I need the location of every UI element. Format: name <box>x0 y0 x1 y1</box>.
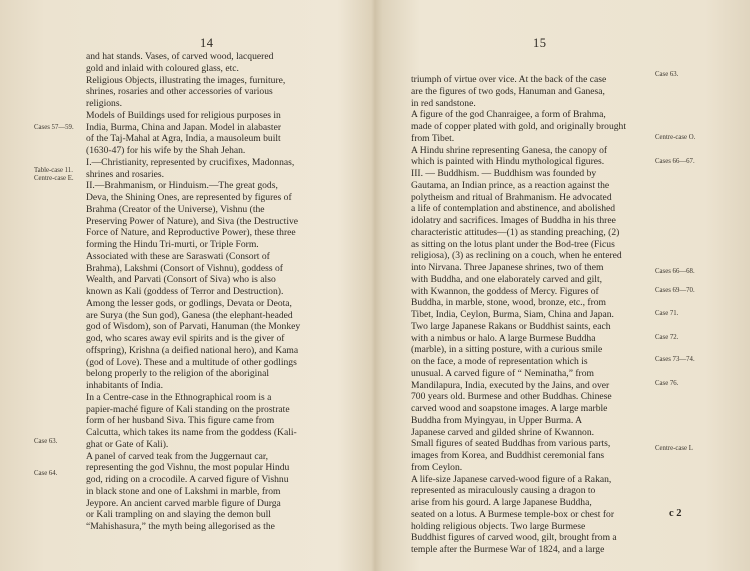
text-line: made of copper plated with gold, and originally brought <box>411 121 627 132</box>
text-line: Two large Japanese Rakans or Buddhist saints, each <box>411 320 611 332</box>
text-line: belong properly to the religion of the aboriginal <box>86 368 270 380</box>
text-line: Brahma), Lakshmi (Consort of Vishnu), goddess of <box>86 262 283 274</box>
text-line: Mandilapura, India, executed by the Jains, and over <box>411 379 610 391</box>
margin-note: Centre-case E. <box>34 175 74 182</box>
text-line: carved wood and soapstone images. A large marble <box>411 403 608 414</box>
text-line: from Ceylon. <box>411 461 463 473</box>
text-line: India, Burma, China and Japan. Model in alabaster <box>86 121 282 133</box>
text-line: (marble), in a sitting posture, with a curious smile <box>411 344 603 356</box>
text-line: characteristic attitudes—(1) as standing preaching, (2) <box>411 226 620 238</box>
left-page <box>0 0 372 571</box>
margin-note: Cases 57—59. <box>34 124 74 131</box>
text-line: Associated with these are Saraswati (Consort of <box>86 250 270 262</box>
margin-note: Case 76. <box>655 380 679 387</box>
text-line: Buddha from Myingyau, in Upper Burma. A <box>411 414 583 426</box>
signature-mark: c 2 <box>669 508 682 519</box>
text-line: III. — Buddhism. — Buddhism was founded by <box>411 168 597 179</box>
text-line: with Kwannon, the goddess of Mercy. Figures of <box>411 285 599 297</box>
text-line: (1630-47) for his wife by the Shah Jehan. <box>86 145 246 156</box>
text-line: Religious Objects, illustrating the images, furniture, <box>86 74 286 86</box>
text-line: A life-size Japanese carved-wood figure of a Rakan, <box>411 473 612 485</box>
text-line: Jeypore. An ancient carved marble figure of Durga <box>86 497 281 509</box>
text-line: polytheism and ritual of Brahmanism. He advocated <box>411 191 612 203</box>
margin-note: Case 64. <box>34 470 58 477</box>
text-line: papier-maché figure of Kali standing on the prostrate <box>86 403 290 415</box>
margin-note: Case 71. <box>655 310 679 317</box>
margin-note: Table-case 11. <box>34 167 73 174</box>
margin-note: Case 72. <box>655 334 679 341</box>
text-line: ghat or Gate of Kali). <box>86 438 169 450</box>
text-line: inhabitants of India. <box>86 380 163 391</box>
text-line: religions. <box>86 98 122 109</box>
text-line: forming the Hindu Tri-murti, or Triple Form. <box>86 239 259 250</box>
text-line: religiosa), (3) as reclining on a couch, when he entered <box>411 250 622 262</box>
text-line: god, riding on a crocodile. A carved figure of Vishnu <box>86 474 289 485</box>
text-line: on the face, a mode of representation which is <box>411 356 588 367</box>
text-line: Tibet, India, Ceylon, Burma, Siam, China and Japan. <box>411 309 614 320</box>
text-line: images from Korea, and Buddhist ceremonial fans <box>411 450 605 461</box>
text-line: In a Centre-case in the Ethnographical room is a <box>86 391 272 403</box>
text-line: or Kali trampling on and slaying the demon bull <box>86 509 271 521</box>
text-line: temple after the Burmese War of 1824, and a large <box>411 544 605 555</box>
margin-note: Case 63. <box>34 438 58 445</box>
text-line: a life of contemplation and abstinence, and abolished <box>411 203 616 215</box>
text-line: Small figures of seated Buddhas from various parts, <box>411 438 611 450</box>
margin-note: Cases 73—74. <box>655 356 695 363</box>
margin-note: Cases 66—68. <box>655 268 695 275</box>
text-line: Deva, the Shining Ones, are represented by figures of <box>86 192 292 203</box>
text-line: II.—Brahmanism, or Hinduism.—The great gods, <box>86 180 278 192</box>
text-line: A Hindu shrine representing Ganesa, the canopy of <box>411 144 608 156</box>
text-line: represented as miraculously causing a dragon to <box>411 485 596 497</box>
text-line: offspring), Krishna (a deified national hero), and Kama <box>86 344 299 356</box>
margin-note: Centre-case O. <box>655 134 696 141</box>
text-line: known as Kali (goddess of Terror and Destruction). <box>86 286 284 297</box>
text-line: Models of Buildings used for religious purposes in <box>86 109 281 121</box>
text-line: (god of Love). These and a multitude of other godlings <box>86 356 297 368</box>
text-line: of the Taj-Mahal at Agra, India, a mausoleum built <box>86 133 281 145</box>
text-line: god, who scares away evil spirits and is the giver of <box>86 333 285 344</box>
text-line: into Nirvana. Three Japanese shrines, two of them <box>411 262 604 273</box>
text-line: Wealth, and Parvati (Consort of Siva) who is also <box>86 274 276 286</box>
text-line: and hat stands. Vases, of carved wood, lacquered <box>86 51 274 62</box>
text-line: I.—Christianity, represented by crucifixes, Madonnas, <box>86 156 295 168</box>
text-line: gold and inlaid with coloured glass, etc. <box>86 62 239 74</box>
text-line: representing the god Vishnu, the most popular Hindu <box>86 462 290 474</box>
margin-note: Cases 69—70. <box>655 287 695 294</box>
text-line: as sitting on the lotus plant under the Bod-tree (Ficus <box>411 238 615 250</box>
right-page <box>378 0 750 571</box>
text-line: Japanese carved and gilded shrine of Kwannon. <box>411 426 595 438</box>
text-line: shrines, rosaries and other accessories of various <box>86 86 273 98</box>
text-line: Buddhist figures of carved wood, gilt, brought from a <box>411 532 617 544</box>
text-line: Calcutta, which takes its name from the goddess (Kali- <box>86 427 297 438</box>
text-line: Preserving Power of Nature), and Siva (the Destructive <box>86 215 299 227</box>
margin-note: Case 63. <box>655 71 679 78</box>
page-number: 15 <box>533 36 547 50</box>
text-line: are the figures of two gods, Hanuman and Ganesa, <box>411 85 605 97</box>
text-line: form of her husband Siva. This figure came from <box>86 415 275 427</box>
text-line: are Surya (the Sun god), Ganesa (the elephant-headed <box>86 309 293 321</box>
text-line: Buddha, in marble, stone, wood, bronze, etc., from <box>411 297 607 309</box>
body-text <box>411 74 679 556</box>
margin-note: Cases 66—67. <box>655 158 695 165</box>
text-line: unusual. A carved figure of “ Neminatha,” from <box>411 367 595 379</box>
text-line: god of Wisdom), son of Parvati, Hanuman (the Monkey <box>86 321 301 333</box>
text-line: idolatry and sacrifices. Images of Buddha in his three <box>411 215 616 226</box>
text-line: seated on a lotus. A Burmese temple-box or chest for <box>411 508 615 520</box>
text-line: with Buddha, and one elaborately carved and gilt, <box>411 273 603 285</box>
text-line: with a nimbus or halo. A large Burmese Buddha <box>411 332 596 344</box>
margin-note: Centre-case L <box>655 445 693 452</box>
text-line: in black stone and one of Lakshmi in marble, from <box>86 485 281 497</box>
text-line: A panel of carved teak from the Juggernaut car, <box>86 450 269 462</box>
text-line: triumph of virtue over vice. At the back of the case <box>411 74 607 85</box>
text-line: 700 years old. Burmese and other Buddhas. Chinese <box>411 391 612 403</box>
text-line: from Tibet. <box>411 132 455 144</box>
text-line: shrines and rosaries. <box>86 168 165 180</box>
text-line: Brahma (Creator of the Universe), Vishnu (the <box>86 203 265 215</box>
text-line: Gautama, an Indian prince, as a reaction against the <box>411 179 610 191</box>
body-text <box>86 51 356 533</box>
text-line: Among the lesser gods, or godlings, Devata or Deota, <box>86 297 292 309</box>
text-line: in red sandstone. <box>411 97 476 109</box>
text-line: holding religious objects. Two large Burmese <box>411 520 586 532</box>
text-line: arise from his gourd. A large Japanese Buddha, <box>411 497 592 508</box>
text-line: which is painted with Hindu mythological figures. <box>411 156 605 168</box>
page-number: 14 <box>200 36 214 50</box>
text-line: A figure of the god Chanraigee, a form of Brahma, <box>411 109 606 121</box>
text-line: Force of Nature, and Reproductive Power), these three <box>86 227 296 239</box>
text-line: “Mahishasura,” the myth being allegorised as the <box>86 521 275 532</box>
